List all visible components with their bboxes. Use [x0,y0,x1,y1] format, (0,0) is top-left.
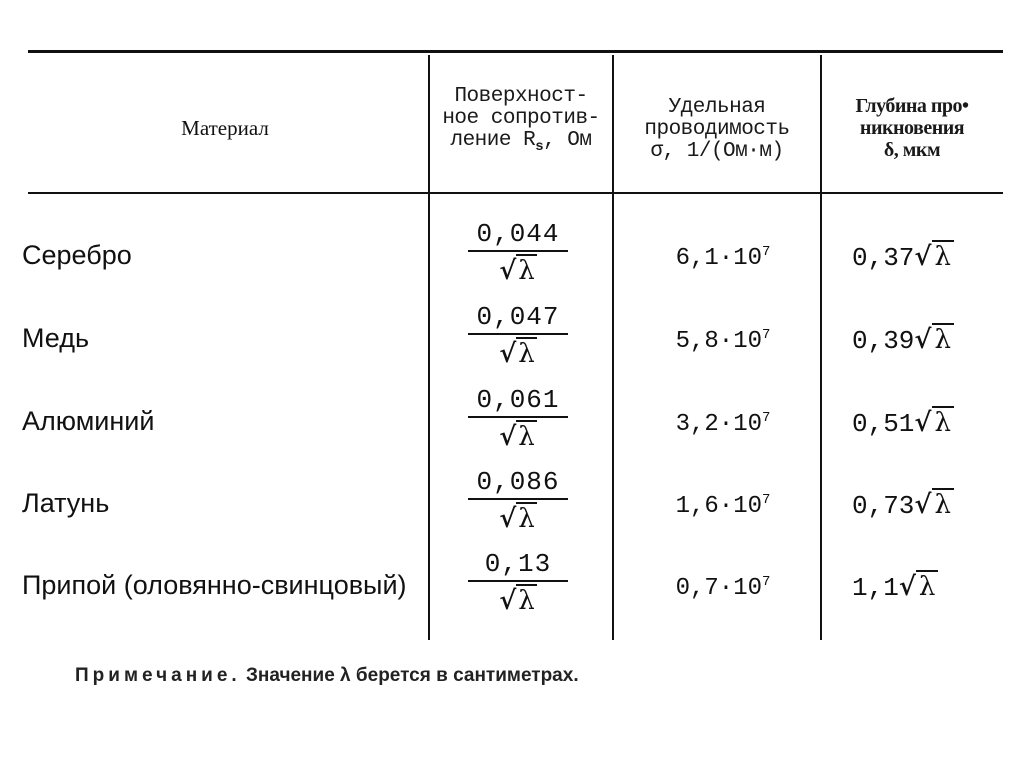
material-copper: Медь [22,323,90,353]
material-solder: Припой (оловянно-свинцовый) [22,570,407,600]
depth-copper: 0,39√ λ [852,323,954,356]
depth-aluminum: 0,51√ λ [852,406,954,439]
resistance-aluminum: 0,061 √λ [468,386,568,452]
depth-brass: 0,73√ λ [852,488,954,521]
column-divider-1 [428,55,430,640]
material-brass: Латунь [22,488,110,518]
material-silver: Серебро [22,240,132,270]
depth-solder: 1,1√ λ [852,570,938,603]
conductivity-solder: $0,7\cdot 10^7$ [675,574,771,602]
header-surface-resistance: Поверхност- ное сопротив- ление $R_s$, Ом [442,85,600,156]
conductivity-brass: $1,6\cdot 10^7$ [675,492,771,520]
table-footnote [75,665,579,687]
depth-silver: 0,37√ λ [852,240,954,273]
header-material: Материал [181,116,269,140]
footnote-label: Примечание. [75,665,241,686]
resistance-silver: 0,044 √λ [468,220,568,286]
material-aluminum: Алюминий [22,406,155,436]
resistance-copper: 0,047 √λ [468,303,568,369]
header-conductivity: Удельная проводимость σ, 1/(Ом·м) [644,96,790,163]
resistance-solder: 0,13 √λ [468,550,568,616]
conductivity-silver: $6,1\cdot 10^7$ [675,244,771,272]
column-divider-3 [820,55,822,640]
resistance-brass: 0,086 √λ [468,468,568,534]
column-divider-2 [612,55,614,640]
table-header-rule [28,192,1003,194]
header-penetration-depth: Глубина про• никновения δ, мкм [855,95,969,161]
footnote-text: Значение λ берется в сантиметрах. [245,665,579,686]
table-top-rule [28,50,1003,53]
conductivity-aluminum: $3,2\cdot 10^7$ [675,410,771,438]
conductivity-copper: $5,8\cdot 10^7$ [675,327,771,355]
